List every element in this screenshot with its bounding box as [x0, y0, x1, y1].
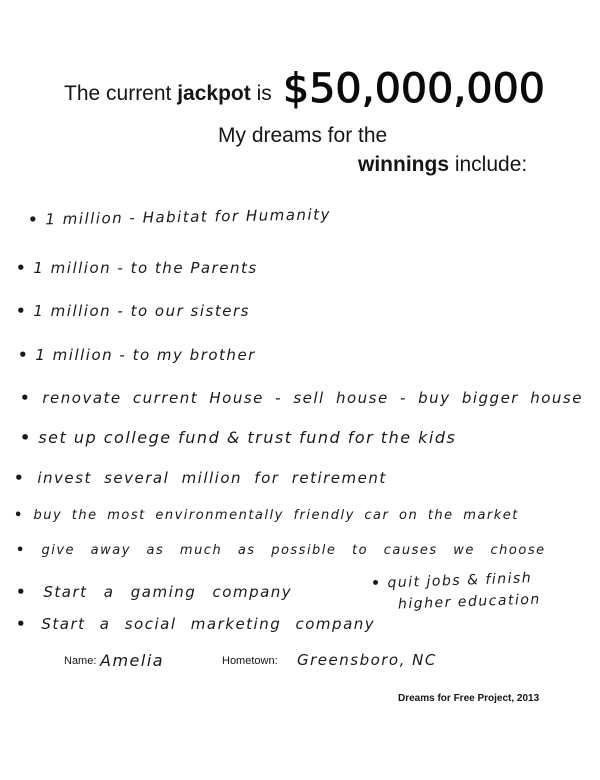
winnings-subheading	[358, 153, 527, 177]
footer-credit: Dreams for Free Project, 2013	[398, 693, 540, 704]
bullet-icon: •	[16, 583, 28, 601]
heading-text-prefix: The current	[64, 82, 178, 105]
bullet-icon: •	[20, 428, 32, 447]
name-label: Name:	[64, 655, 97, 667]
side-note-text: quit jobs & finish	[387, 570, 533, 592]
bullet-icon: •	[16, 615, 28, 633]
dream-item	[20, 428, 456, 447]
jackpot-amount-text: $50,000,000	[283, 66, 545, 112]
bullet-icon: •	[370, 575, 382, 592]
dream-item	[18, 346, 256, 364]
dream-item-text: 1 million - Habitat for Humanity	[45, 205, 332, 229]
bullet-icon: •	[20, 389, 32, 407]
hometown-value: Greensboro, NC	[297, 651, 437, 669]
dream-item-text: 1 million - to my brother	[35, 346, 256, 364]
side-note-line1	[371, 570, 533, 592]
dreams-subheading: My dreams for the	[218, 124, 388, 147]
dream-item-text: Start a gaming company	[43, 583, 293, 601]
bullet-icon: •	[16, 302, 28, 320]
dream-item-text: 1 million - to our sisters	[33, 302, 250, 320]
dream-item	[16, 583, 292, 601]
dream-item	[14, 469, 387, 487]
dream-item	[20, 389, 583, 407]
bullet-icon: •	[14, 469, 26, 487]
dream-item	[14, 508, 519, 523]
side-note-line2: higher education	[397, 591, 542, 613]
bullet-icon: •	[16, 259, 28, 277]
dream-item-text: invest several million for retirement	[37, 469, 387, 487]
dream-item-text: give away as much as possible to causes we choose	[41, 543, 546, 558]
name-value: Amelia	[100, 651, 165, 670]
jackpot-amount	[283, 62, 553, 117]
dream-item	[16, 543, 546, 558]
heading-text-bold: jackpot	[177, 82, 251, 105]
winnings-suffix-text: include:	[449, 153, 528, 176]
bullet-icon: •	[16, 543, 26, 558]
bullet-icon: •	[27, 210, 40, 229]
dream-item-text: renovate current House - sell house - buy bigger house	[42, 389, 583, 407]
dream-item-text: buy the most environmentally friendly car on the market	[33, 508, 519, 523]
heading-text-suffix: is	[250, 82, 272, 105]
jackpot-amount-svg	[283, 62, 553, 112]
dream-item-text: Start a social marketing company	[41, 615, 376, 633]
jackpot-heading	[64, 82, 272, 106]
dream-item	[16, 259, 258, 277]
dream-item	[16, 615, 375, 633]
hometown-label: Hometown:	[222, 655, 278, 667]
bullet-icon: •	[18, 346, 30, 364]
bullet-icon: •	[14, 508, 24, 523]
dream-item-text: 1 million - to the Parents	[33, 259, 258, 277]
winnings-bold-text: winnings	[358, 153, 449, 176]
dream-item	[16, 302, 250, 320]
dream-item-text: set up college fund & trust fund for the kids	[38, 428, 457, 447]
dream-item	[28, 205, 331, 228]
